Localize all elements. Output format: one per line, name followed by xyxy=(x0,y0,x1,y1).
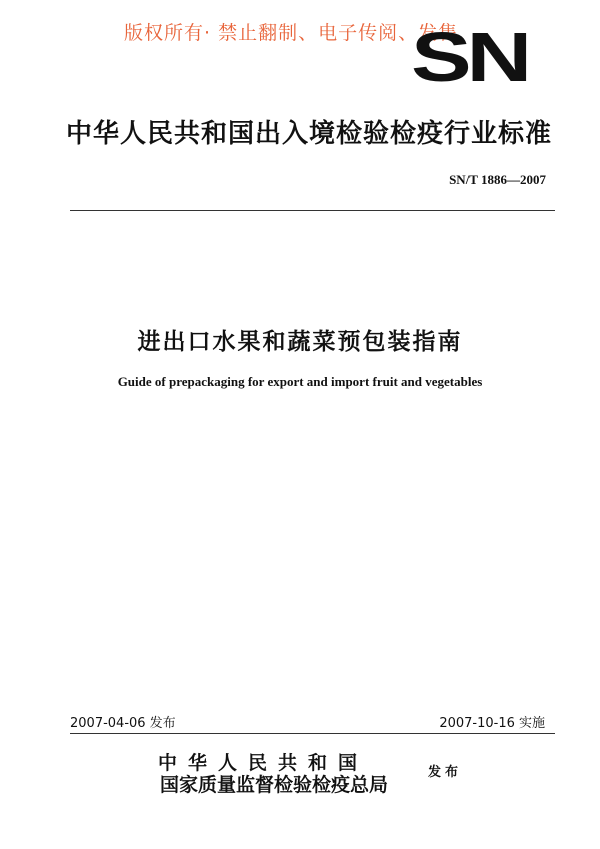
sn-logo-graphic xyxy=(410,26,528,86)
document-title-english: Guide of prepackaging for export and import fruit and vegetables xyxy=(117,374,483,389)
copyright-watermark: 版权所有· 禁止翻制、电子传阅、发售 xyxy=(124,22,459,44)
document-title-chinese: 进出口水果和蔬菜预包装指南 xyxy=(137,329,463,355)
publish-label: 发布 xyxy=(428,765,463,780)
issuer-agency: 国家质量监督检验检疫总局 xyxy=(160,774,389,796)
issuer-country: 中华人民共和国 xyxy=(158,752,369,774)
footer-divider xyxy=(70,733,555,734)
header-divider xyxy=(70,210,555,211)
standard-category-heading: 中华人民共和国出入境检验检疫行业标准 xyxy=(66,119,553,149)
issue-date: 2007-04-06 发布 xyxy=(70,716,176,731)
sn-logo xyxy=(410,26,528,86)
sn-logo-text: SN xyxy=(411,26,527,86)
standard-number: SN/T 1886—2007 xyxy=(449,172,546,187)
implementation-date: 2007-10-16 实施 xyxy=(439,716,545,731)
